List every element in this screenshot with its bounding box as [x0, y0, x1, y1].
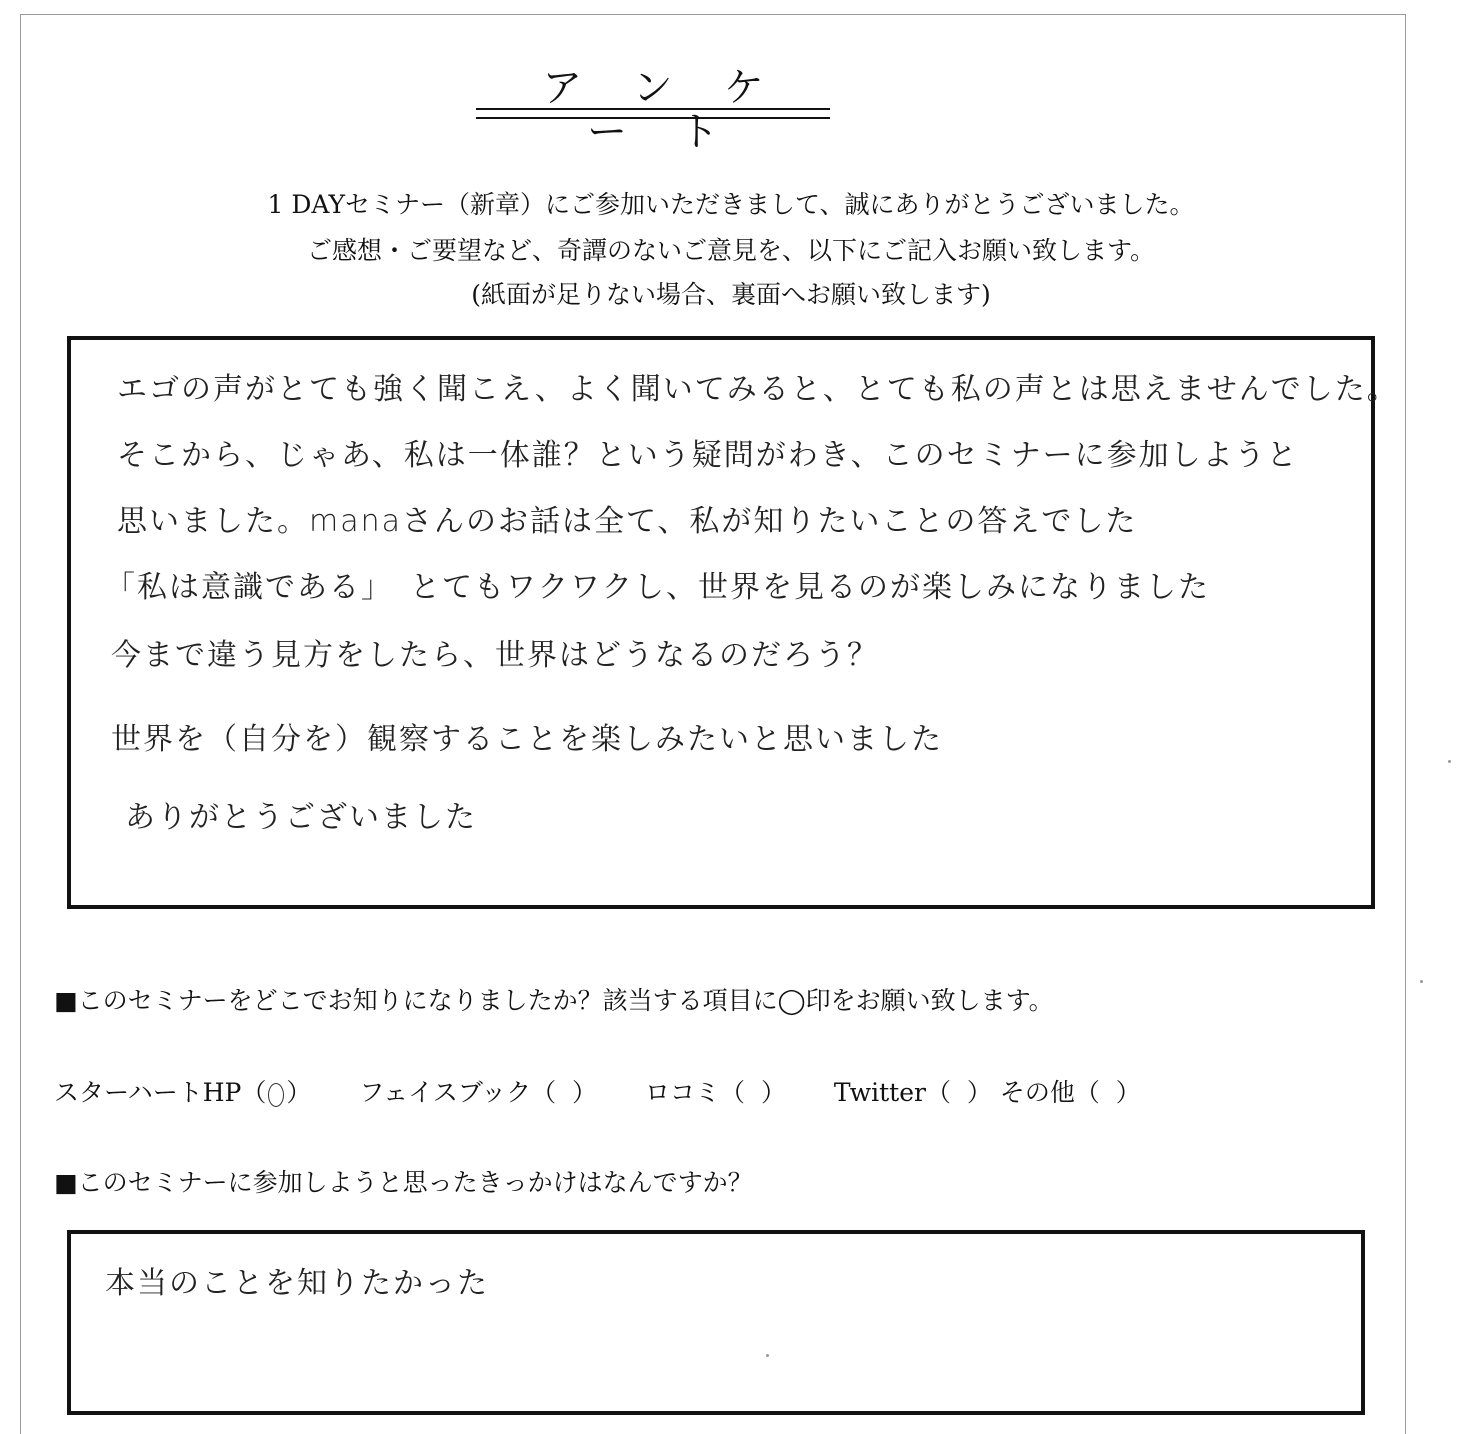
handwritten-line: 本当のことを知りたかった: [105, 1266, 489, 1301]
scan-speck: [1448, 760, 1451, 763]
survey-title: アンケート: [476, 66, 830, 110]
option-starheart-hp[interactable]: スターハートHP（ ）: [54, 1078, 312, 1107]
handwritten-line: 世界を（自分を）観察することを楽しみたいと思いました: [111, 722, 943, 757]
source-options: [54, 1078, 1141, 1110]
handwritten-line: エゴの声がとても強く聞こえ、よく聞いてみると、とても私の声とは思えませんでした。: [117, 372, 1399, 407]
option-facebook[interactable]: フェイスブック（ ）: [359, 1078, 598, 1107]
question-motivation: ■このセミナーに参加しようと思ったきっかけはなんですか？: [54, 1168, 753, 1197]
intro-line-2: ご感想・ご要望など、奇譚のないご意見を、以下にご記入お願い致します。: [306, 236, 1155, 265]
scan-speck: [1420, 980, 1423, 983]
handwritten-line: ありがとうございました: [125, 800, 477, 835]
motivation-answer-box[interactable]: [67, 1230, 1365, 1415]
handwritten-line: 思いました。manaさんのお話は全て、私が知りたいことの答えでした: [117, 504, 1138, 539]
option-label: フェイスブック: [359, 1078, 532, 1107]
circle-mark-icon: [268, 1083, 284, 1107]
option-label: その他: [999, 1078, 1075, 1107]
option-twitter[interactable]: Twitter（ ）: [833, 1078, 992, 1107]
handwritten-line: 今まで違う見方をしたら、世界はどうなるのだろう？: [111, 638, 879, 673]
handwritten-line: そこから、じゃあ、私は一体誰？という疑問がわき、このセミナーに参加しようと: [117, 438, 1299, 473]
option-word-of-mouth[interactable]: ロコミ（ ）: [645, 1078, 786, 1107]
option-label: Twitter: [833, 1078, 926, 1107]
scan-speck: [766, 1354, 769, 1357]
option-other[interactable]: その他（ ）: [999, 1078, 1141, 1107]
title-double-underline: [476, 117, 830, 119]
impressions-answer-box[interactable]: [67, 336, 1399, 909]
option-label: ロコミ: [645, 1078, 721, 1107]
option-label: スターハートHP: [54, 1078, 242, 1107]
handwritten-line: 「私は意識である」 とてもワクワクし、世界を見るのが楽しみになりました: [105, 570, 1210, 605]
intro-line-3: (紙面が足りない場合、裏面へお願い致します): [471, 280, 991, 309]
intro-line-1: 1 DAYセミナー（新章）にご参加いただきまして、誠にありがとうございました。: [267, 190, 1195, 219]
question-how-did-you-know: ■このセミナーをどこでお知りになりましたか？該当する項目に◯印をお願い致します。: [54, 986, 1054, 1015]
